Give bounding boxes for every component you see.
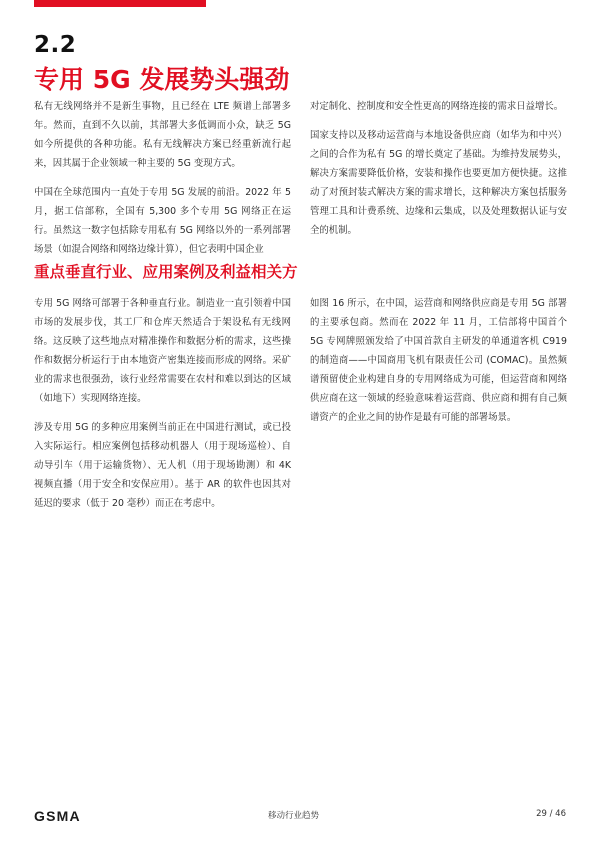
paragraph: 中国在全球范围内一直处于专用 5G 发展的前沿。2022 年 5 月，据工信部称，全国有 5,300 多个专用 5G 网络正在运行。虽然这一数字包括除专用私有 5G 网络以外的一系列部署场景（如混合网络和网络边缘计算），但它表明中国企业	[34, 187, 291, 255]
paragraph: 涉及专用 5G 的多种应用案例当前正在中国进行测试，或已投入实际运行。相应案例包括移动机器人（用于现场巡检）、自动导引车（用于运输货物）、无人机（用于现场勘测）和 4K 视频直播（用于安全和安保应用）。基于 AR 的软件也因其对延迟的要求（低于 20 毫秒）而正在考虑中。	[34, 422, 291, 509]
paragraph: 专用 5G 网络可部署于各种垂直行业。制造业一直引领着中国市场的发展步伐，其工厂和仓库天然适合于架设私有无线网络。这反映了这些地点对精准操作和数据分析的需求，这些操作和数据分析运行于由本地资产密集连接而形成的网络。采矿业的需求也很强劲，该行业经常需要在农村和难以到达的区域（如地下）实现网络连接。	[34, 298, 291, 404]
section-title: 专用 5G 发展势头强劲	[34, 65, 290, 94]
footer-title: 移动行业趋势	[268, 811, 320, 821]
paragraph: 如图 16 所示，在中国，运营商和网络供应商是专用 5G 部署的主要承包商。然而在 2022 年 11 月，工信部将中国首个 5G 专网牌照颁发给了中国首款自主研发的单通道客机 C919 的制造商——中国商用飞机有限责任公司 (COMAC)。虽然频谱预留使企业构建自身的专用网络成为可能，但运营商和网络供应商在这一领域的经验意味着运营商、供应商和拥有自己频谱资产的企业之间的协作是最有可能的部署场景。	[310, 298, 567, 423]
section-number: 2.2	[34, 32, 77, 58]
paragraph: 对定制化、控制度和安全性更高的网络连接的需求日益增长。	[310, 101, 564, 112]
body-left-column	[34, 294, 291, 523]
gsma-logo: GSMA	[34, 808, 81, 824]
top-accent-bar	[34, 0, 206, 7]
intro-right-column	[310, 97, 567, 250]
body-right-column	[310, 294, 567, 437]
intro-left-column	[34, 97, 291, 269]
subheading: 重点垂直行业、应用案例及利益相关方	[34, 263, 298, 281]
page-number: 29 / 46	[536, 809, 566, 819]
paragraph: 国家支持以及移动运营商与本地设备供应商（如华为和中兴）之间的合作为私有 5G 的增长奠定了基础。为维持发展势头，解决方案需要降低价格，安装和操作也要更加方便快捷。这推动了对预封装式解决方案的需求增长，这种解决方案包括服务管理工具和计费系统、边缘和云集成，以及处理数据认证与安全的机制。	[310, 130, 567, 236]
paragraph: 私有无线网络并不是新生事物，且已经在 LTE 频谱上部署多年。然而，直到不久以前，其部署大多低调而小众，缺乏 5G 如今所提供的各种功能。私有无线解决方案已经重新流行起来，因其属于企业领域一种主要的 5G 变现方式。	[34, 101, 291, 169]
